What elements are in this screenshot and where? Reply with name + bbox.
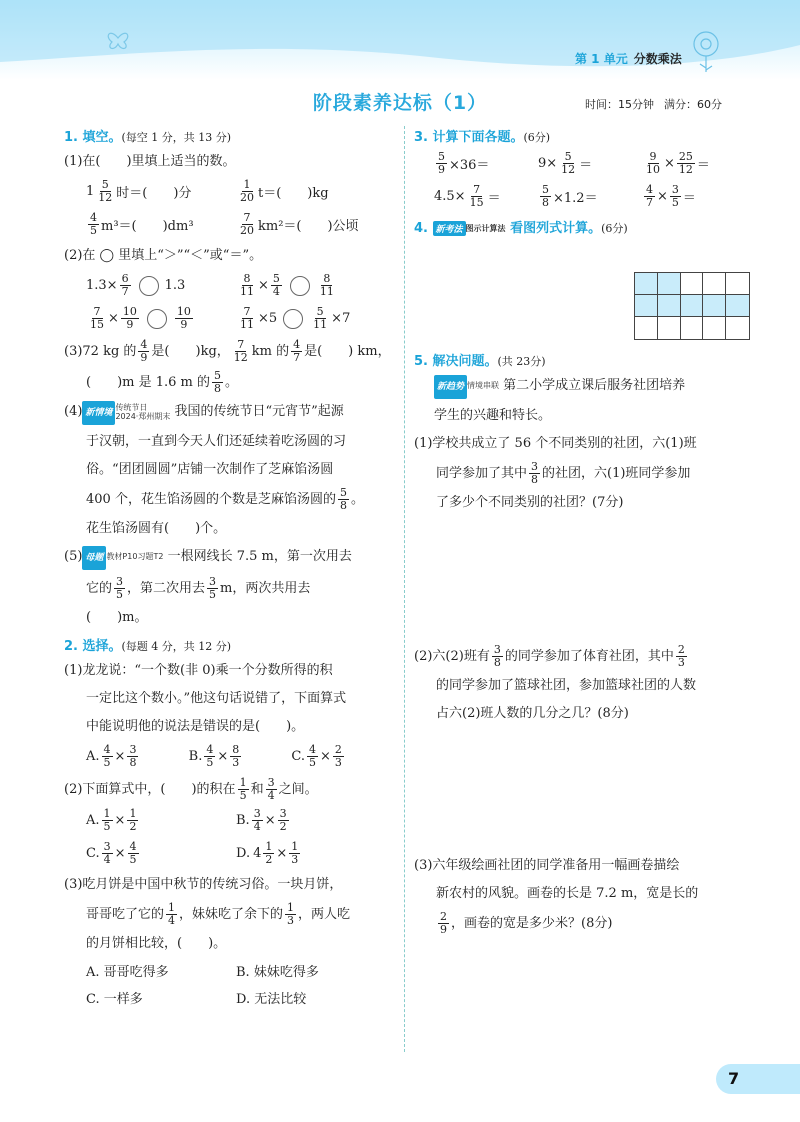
unit-number: 第 1 单元 xyxy=(575,52,628,66)
grid-cell xyxy=(635,273,658,295)
option-c[interactable]: C. $\frac{3}{4}$ × $\frac{4}{5}$ xyxy=(86,840,137,866)
fraction-grid-figure xyxy=(634,272,750,340)
grid-cell xyxy=(703,273,726,295)
s2-q3-line3: 的月饼相比较，( )。 xyxy=(86,936,227,951)
s2-q1-line2: 一定比这个数小。”他这句话说错了，下面算式 xyxy=(86,691,347,706)
option-a[interactable]: A. $\frac{1}{5}$ × $\frac{1}{2}$ xyxy=(86,807,137,833)
section4-heading: 4. 新考法 图示计算法 看图列式计算。(6分) xyxy=(414,221,628,236)
grid-cell xyxy=(726,317,749,339)
grid-cell xyxy=(681,273,704,295)
section3-heading: 3. 计算下面各题。(6分) xyxy=(414,130,551,145)
unit-label xyxy=(575,50,682,67)
grid-cell xyxy=(658,273,681,295)
s5-q2-line3: 占六(2)班人数的几分之几？(8分) xyxy=(436,706,629,721)
option-a[interactable]: A. $\frac{4}{5}$ × $\frac{3}{8}$ xyxy=(86,743,137,769)
q4-tag-sub: 传统节日 2024·郑州期末 xyxy=(115,402,171,421)
s2-q1-options xyxy=(64,744,394,769)
time-info xyxy=(585,96,722,112)
q5-tag-sub: 教材P10习题T2 xyxy=(106,552,164,561)
compare-circle[interactable] xyxy=(139,276,159,296)
s4-tag-sub: 图示计算法 xyxy=(465,224,506,233)
new-context-tag: 新情境 xyxy=(82,401,115,425)
s1-q5-line3: ( )m。 xyxy=(86,610,148,625)
grid-cell xyxy=(726,295,749,317)
grid-cell xyxy=(681,295,704,317)
section2-heading: 2. 选择。(每题 4 分，共 12 分) xyxy=(64,639,232,654)
grid-cell xyxy=(726,273,749,295)
s5-intro-line2: 学生的兴趣和特长。 xyxy=(434,408,552,423)
option-b[interactable]: B. $\frac{3}{4}$ × $\frac{3}{2}$ xyxy=(236,807,287,833)
s2-q1-line1: (1)龙龙说：“一个数(非 0)乘一个分数所得的积 xyxy=(64,663,333,678)
s1-q4-line5: 花生馅汤圆有( )个。 xyxy=(86,521,227,536)
s2-q2: (2)下面算式中，( )的积在 $\frac{1}{5}$ 和 $\frac{3}{4}$ 之间。 xyxy=(64,776,318,802)
compare-circle[interactable] xyxy=(290,276,310,296)
s1-q4-line4: 400 个，花生馅汤圆的个数是芝麻馅汤圆的 $\frac{5}{8}$ 。 xyxy=(86,486,364,512)
s1-q2: (2)在 ◯ 里填上“＞”“＜”或“＝”。 xyxy=(64,248,263,263)
page-number: 7 xyxy=(716,1064,800,1094)
s1-q3: (3)72 kg 的 $\frac{4}{9}$ 是( )kg， $\frac{7}{12}$ km 的 $\frac{4}{7}$ 是( ) km， xyxy=(64,338,391,364)
s5-q1-line3: 了多少个不同类别的社团？(7分) xyxy=(436,495,624,510)
mother-question-tag: 母题 xyxy=(82,546,106,570)
s1-q1-row1: 1 $\frac{5}{12}$ 时＝( )分 $\frac{1}{20}$ t＝( )kg xyxy=(86,178,329,204)
answer-space-2 xyxy=(414,731,754,855)
s1-q5: (5) 母题 教材P10习题T2 一根网线长 7.5 m，第一次用去 xyxy=(64,546,394,570)
page-title: 阶段素养达标（1） xyxy=(312,92,488,114)
grid-cell xyxy=(703,295,726,317)
s2-q3-options-1 xyxy=(64,961,394,980)
column-divider xyxy=(404,126,405,1052)
s1-q4-line3: 俗。“团团圆圆”店铺一次制作了芝麻馅汤圆 xyxy=(86,462,334,477)
s1-q4-line2: 于汉朝，一直到今天人们还延续着吃汤圆的习 xyxy=(86,434,347,449)
s3-row1: $\frac{5}{9}$ ×36＝ 9× $\frac{5}{12}$ ＝ $\frac{9}{10}$ × $\frac{25}{12}$ ＝ xyxy=(438,150,710,176)
option-c[interactable]: C. 一样多 xyxy=(86,992,143,1007)
answer-space-1 xyxy=(414,520,754,644)
s3-row2: 4.5× $\frac{7}{15}$ ＝ $\frac{5}{8}$ ×1.2＝ $\frac{4}{7}$ × $\frac{3}{5}$ ＝ xyxy=(434,183,696,209)
s2-q1-line3: 中能说明他的说法是错误的是( )。 xyxy=(86,719,305,734)
header-band xyxy=(0,0,800,80)
s1-q5-line2: 它的 $\frac{3}{5}$ ，第二次用去 $\frac{3}{5}$ m，两次共用去 xyxy=(86,575,311,601)
option-b[interactable]: B. $\frac{4}{5}$ × $\frac{8}{3}$ xyxy=(188,743,240,769)
option-a[interactable]: A. 哥哥吃得多 xyxy=(86,965,169,980)
s5-tag-sub: 情境串联 xyxy=(467,381,500,390)
option-d[interactable]: D. 无法比较 xyxy=(236,992,307,1007)
compare-circle[interactable] xyxy=(147,309,167,329)
grid-cell xyxy=(681,317,704,339)
s5-q3-line3: $\frac{2}{9}$ ，画卷的宽是多少米？(8分) xyxy=(440,910,613,936)
grid-cell xyxy=(658,317,681,339)
compare-circle[interactable] xyxy=(283,309,303,329)
s5-q1-line2: 同学参加了其中 $\frac{3}{8}$ 的社团，六(1)班同学参加 xyxy=(436,460,691,486)
s1-q1: (1)在( )里填上适当的数。 xyxy=(64,154,236,169)
s5-q1-line1: (1)学校共成立了 56 个不同类别的社团，六(1)班 xyxy=(414,436,697,451)
s5-q2-line1: (2)六(2)班有 $\frac{3}{8}$ 的同学参加了体育社团，其中 $\frac{2}{3}$ xyxy=(414,643,685,669)
s2-q2-options-2 xyxy=(64,841,394,866)
new-trend-tag: 新趋势 xyxy=(434,375,467,399)
grid-cell xyxy=(703,317,726,339)
s2-q3-line2: 哥哥吃了它的 $\frac{1}{4}$ ，妹妹吃了余下的 $\frac{1}{3}$ ，两人吃 xyxy=(86,901,351,927)
s1-q3-cont: ( )m 是 1.6 m 的 $\frac{5}{8}$ 。 xyxy=(86,369,239,395)
s5-q3-line1: (3)六年级绘画社团的同学准备用一幅画卷描绘 xyxy=(414,858,680,873)
section5-heading: 5. 解决问题。(共 23分) xyxy=(414,354,546,369)
s1-q2-row2: $\frac{7}{15}$ × $\frac{10}{9}$ $\frac{10}{9}$ $\frac{7}{11}$ ×5 $\frac{5}{11}$ ×7 xyxy=(90,305,351,331)
grid-cell xyxy=(658,295,681,317)
option-d[interactable]: D. 4 $\frac{1}{2}$ × $\frac{1}{3}$ xyxy=(236,840,299,866)
s5-intro: 新趋势 情境串联 第二小学成立课后服务社团培养 xyxy=(414,375,754,399)
time-limit: 时间：15分钟 xyxy=(585,98,654,111)
header-wave-decoration xyxy=(0,0,800,80)
grid-cell xyxy=(635,317,658,339)
left-column xyxy=(64,126,394,1015)
s1-q1-row2: $\frac{4}{5}$ m³＝( )dm³ $\frac{7}{20}$ km²＝( )公顷 xyxy=(90,211,359,237)
new-method-tag: 新考法 xyxy=(433,221,466,236)
full-score: 满分：60分 xyxy=(664,98,722,111)
s5-q3-line2: 新农村的风貌。画卷的长是 7.2 m，宽是长的 xyxy=(436,886,699,901)
s2-q3-options-2 xyxy=(64,988,394,1007)
option-c[interactable]: C. $\frac{4}{5}$ × $\frac{2}{3}$ xyxy=(291,743,342,769)
s1-q2-row1: 1.3× $\frac{6}{7}$ 1.3 $\frac{8}{11}$ × $\frac{5}{4}$ $\frac{8}{11}$ xyxy=(86,272,334,298)
s5-q2-line2: 的同学参加了篮球社团，参加篮球社团的人数 xyxy=(436,678,697,693)
right-column xyxy=(414,126,754,942)
section1-heading: 1. 填空。(每空 1 分，共 13 分) xyxy=(64,130,232,145)
s1-q4: (4) 新情境传统节日 2024·郑州期末 我国的传统节日“元宵节”起源 xyxy=(64,401,394,425)
grid-cell xyxy=(635,295,658,317)
unit-topic: 分数乘法 xyxy=(633,52,682,66)
option-b[interactable]: B. 妹妹吃得多 xyxy=(236,965,319,980)
s2-q2-options-1 xyxy=(64,808,394,833)
s2-q3-line1: (3)吃月饼是中国中秋节的传统习俗。一块月饼， xyxy=(64,877,343,892)
